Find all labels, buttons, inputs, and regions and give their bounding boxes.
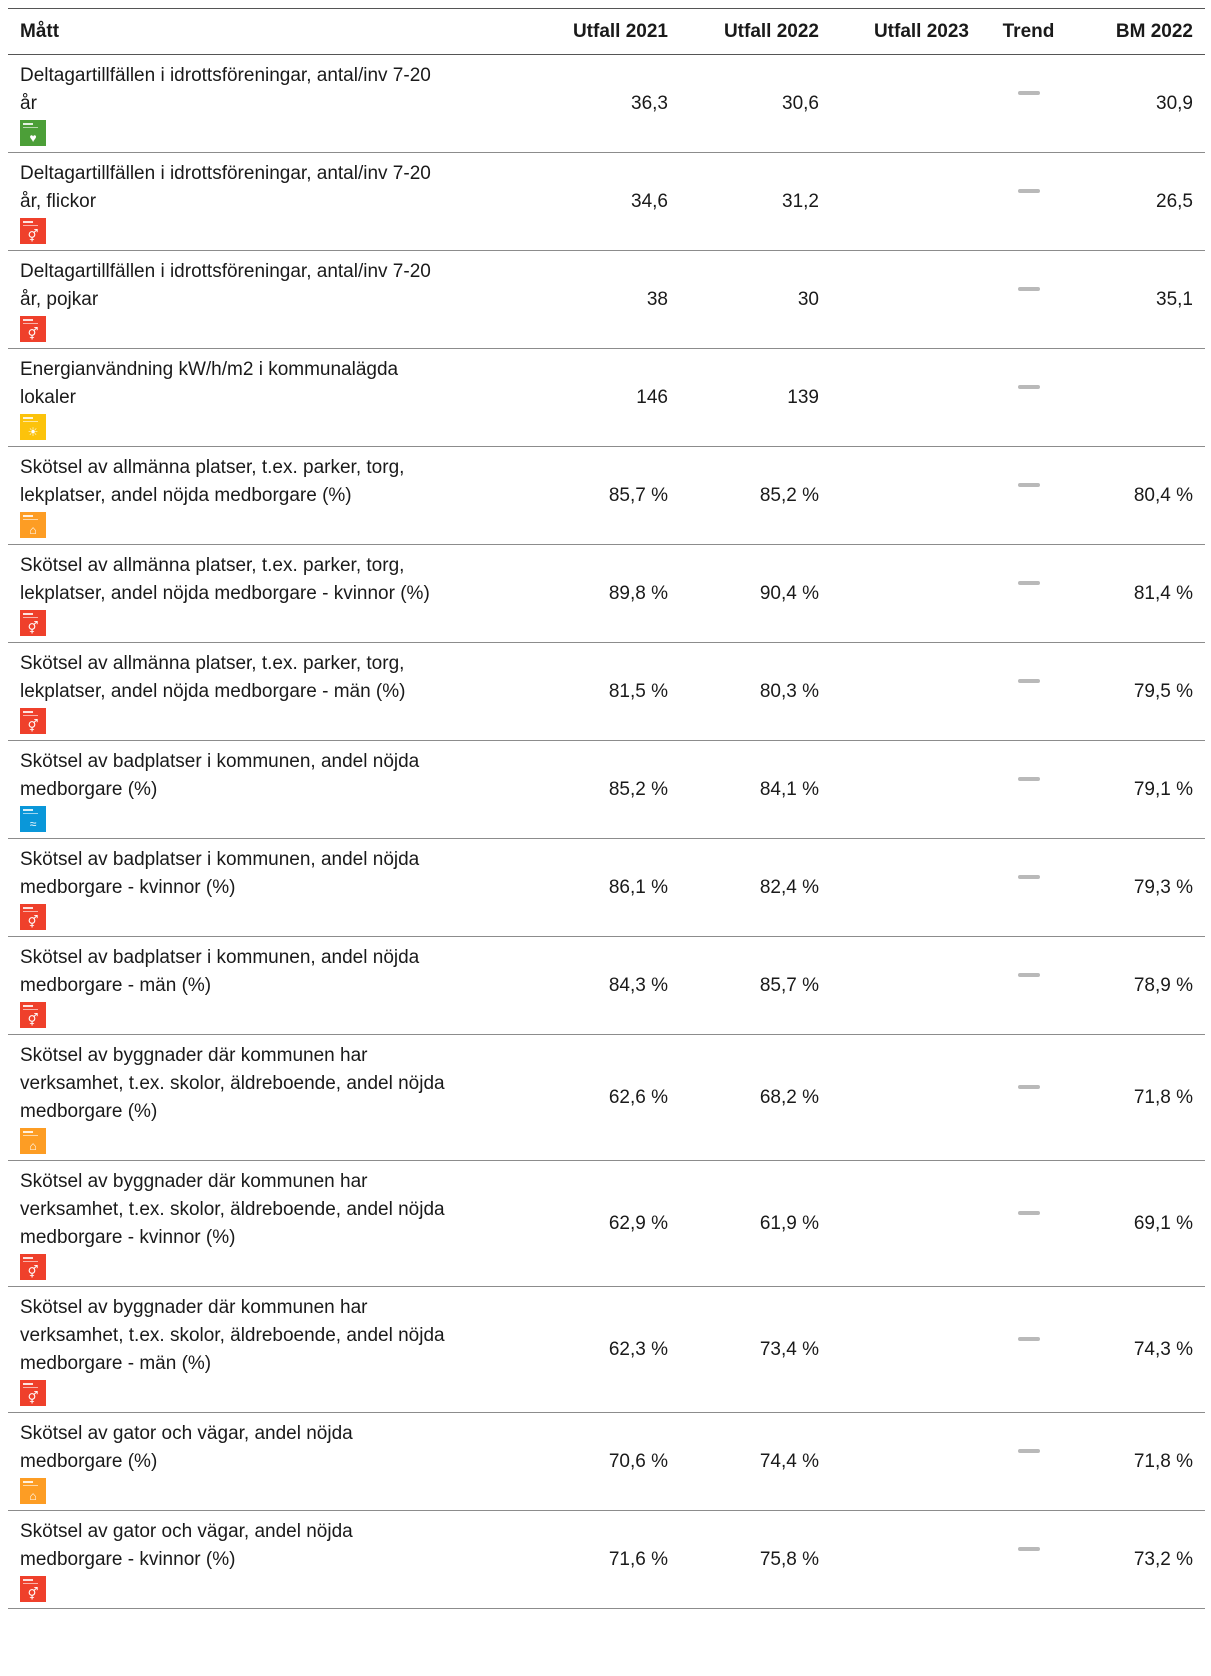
sdg-5-gender-equality-icon: ⚥ bbox=[20, 1576, 46, 1602]
utfall-2022-cell: 68,2 % bbox=[680, 1035, 831, 1161]
header-utfall-2021[interactable]: Utfall 2021 bbox=[530, 9, 680, 55]
bm-2022-cell: 69,1 % bbox=[1076, 1161, 1205, 1287]
utfall-2023-cell bbox=[831, 153, 981, 251]
utfall-2022-cell: 82,4 % bbox=[680, 839, 831, 937]
sdg-11-sustainable-cities-icon: ⌂ bbox=[20, 1478, 46, 1504]
utfall-2022-cell: 75,8 % bbox=[680, 1511, 831, 1609]
utfall-2021-cell: 62,9 % bbox=[530, 1161, 680, 1287]
bm-2022-cell: 30,9 bbox=[1076, 55, 1205, 153]
bm-2022-cell: 79,1 % bbox=[1076, 741, 1205, 839]
table-row[interactable] bbox=[8, 545, 1205, 643]
measure-name-cell bbox=[8, 643, 530, 741]
bm-2022-cell: 81,4 % bbox=[1076, 545, 1205, 643]
measure-name-cell bbox=[8, 153, 530, 251]
utfall-2022-cell: 30,6 bbox=[680, 55, 831, 153]
bm-2022-cell: 79,3 % bbox=[1076, 839, 1205, 937]
measure-name-line: medborgare - kvinnor (%) bbox=[20, 1227, 236, 1248]
trend-cell bbox=[981, 1511, 1076, 1609]
bm-2022-cell: 74,3 % bbox=[1076, 1287, 1205, 1413]
table-row[interactable] bbox=[8, 937, 1205, 1035]
table-row[interactable] bbox=[8, 839, 1205, 937]
trend-neutral-dash-icon bbox=[1018, 91, 1040, 95]
trend-neutral-dash-icon bbox=[1018, 679, 1040, 683]
table-row[interactable] bbox=[8, 643, 1205, 741]
measure-name-line: medborgare - män (%) bbox=[20, 975, 212, 996]
measure-name-cell bbox=[8, 1413, 530, 1511]
measure-name-line: Skötsel av byggnader där kommunen har bbox=[20, 1297, 368, 1318]
utfall-2022-cell: 31,2 bbox=[680, 153, 831, 251]
utfall-2022-cell: 80,3 % bbox=[680, 643, 831, 741]
trend-neutral-dash-icon bbox=[1018, 1085, 1040, 1089]
bm-2022-cell bbox=[1076, 349, 1205, 447]
trend-cell bbox=[981, 251, 1076, 349]
trend-neutral-dash-icon bbox=[1018, 385, 1040, 389]
measure-name-line: Skötsel av badplatser i kommunen, andel nöjda bbox=[20, 849, 420, 870]
utfall-2021-cell: 85,7 % bbox=[530, 447, 680, 545]
measure-name-line: medborgare - män (%) bbox=[20, 1353, 212, 1374]
trend-cell bbox=[981, 741, 1076, 839]
sdg-14-life-below-water-icon: ≈ bbox=[20, 806, 46, 832]
sdg-7-energy-icon: ☀ bbox=[20, 414, 46, 440]
utfall-2021-cell: 146 bbox=[530, 349, 680, 447]
bm-2022-cell: 79,5 % bbox=[1076, 643, 1205, 741]
utfall-2022-cell: 30 bbox=[680, 251, 831, 349]
trend-cell bbox=[981, 839, 1076, 937]
utfall-2023-cell bbox=[831, 1035, 981, 1161]
trend-neutral-dash-icon bbox=[1018, 1211, 1040, 1215]
header-utfall-2023[interactable]: Utfall 2023 bbox=[831, 9, 981, 55]
utfall-2021-cell: 89,8 % bbox=[530, 545, 680, 643]
measure-name-cell bbox=[8, 1511, 530, 1609]
trend-cell bbox=[981, 153, 1076, 251]
utfall-2023-cell bbox=[831, 937, 981, 1035]
measure-name-line: Deltagartillfällen i idrottsföreningar, antal/inv 7-20 bbox=[20, 261, 431, 282]
measure-name-cell bbox=[8, 545, 530, 643]
measure-name-line: år, flickor bbox=[20, 191, 97, 212]
bm-2022-cell: 71,8 % bbox=[1076, 1035, 1205, 1161]
measure-name-line: lekplatser, andel nöjda medborgare - kvinnor (%) bbox=[20, 583, 430, 604]
measure-name-line: medborgare - kvinnor (%) bbox=[20, 1549, 236, 1570]
utfall-2023-cell bbox=[831, 251, 981, 349]
trend-cell bbox=[981, 1035, 1076, 1161]
trend-cell bbox=[981, 447, 1076, 545]
measure-name-cell bbox=[8, 839, 530, 937]
measure-name-cell bbox=[8, 1161, 530, 1287]
utfall-2021-cell: 84,3 % bbox=[530, 937, 680, 1035]
trend-cell bbox=[981, 937, 1076, 1035]
table-header-row bbox=[8, 9, 1205, 55]
table-row[interactable] bbox=[8, 1161, 1205, 1287]
trend-neutral-dash-icon bbox=[1018, 287, 1040, 291]
measure-name-cell bbox=[8, 741, 530, 839]
utfall-2021-cell: 62,3 % bbox=[530, 1287, 680, 1413]
measure-name-line: år, pojkar bbox=[20, 289, 99, 310]
utfall-2021-cell: 34,6 bbox=[530, 153, 680, 251]
measure-name-line: Energianvändning kW/h/m2 i kommunalägda bbox=[20, 359, 399, 380]
utfall-2021-cell: 81,5 % bbox=[530, 643, 680, 741]
utfall-2022-cell: 74,4 % bbox=[680, 1413, 831, 1511]
utfall-2023-cell bbox=[831, 1511, 981, 1609]
sdg-5-gender-equality-icon: ⚥ bbox=[20, 1002, 46, 1028]
trend-neutral-dash-icon bbox=[1018, 1337, 1040, 1341]
measure-name-line: lekplatser, andel nöjda medborgare (%) bbox=[20, 485, 352, 506]
utfall-2021-cell: 38 bbox=[530, 251, 680, 349]
measure-name-line: Skötsel av byggnader där kommunen har bbox=[20, 1045, 368, 1066]
header-matt[interactable]: Mått bbox=[8, 9, 530, 55]
measure-name-line: verksamhet, t.ex. skolor, äldreboende, andel nöjda bbox=[20, 1073, 445, 1094]
table-row[interactable] bbox=[8, 153, 1205, 251]
trend-neutral-dash-icon bbox=[1018, 777, 1040, 781]
measure-name-line: verksamhet, t.ex. skolor, äldreboende, andel nöjda bbox=[20, 1199, 445, 1220]
table-row[interactable] bbox=[8, 1413, 1205, 1511]
sdg-5-gender-equality-icon: ⚥ bbox=[20, 218, 46, 244]
utfall-2021-cell: 86,1 % bbox=[530, 839, 680, 937]
utfall-2023-cell bbox=[831, 447, 981, 545]
trend-neutral-dash-icon bbox=[1018, 1547, 1040, 1551]
measure-name-line: Skötsel av gator och vägar, andel nöjda bbox=[20, 1423, 353, 1444]
sdg-5-gender-equality-icon: ⚥ bbox=[20, 904, 46, 930]
measure-name-line: Skötsel av badplatser i kommunen, andel nöjda bbox=[20, 947, 420, 968]
utfall-2023-cell bbox=[831, 545, 981, 643]
measures-table bbox=[8, 8, 1205, 1609]
measure-name-cell bbox=[8, 937, 530, 1035]
bm-2022-cell: 26,5 bbox=[1076, 153, 1205, 251]
utfall-2021-cell: 70,6 % bbox=[530, 1413, 680, 1511]
utfall-2022-cell: 85,2 % bbox=[680, 447, 831, 545]
trend-neutral-dash-icon bbox=[1018, 189, 1040, 193]
trend-neutral-dash-icon bbox=[1018, 581, 1040, 585]
measure-name-cell bbox=[8, 55, 530, 153]
sdg-5-gender-equality-icon: ⚥ bbox=[20, 316, 46, 342]
measure-name-line: Deltagartillfällen i idrottsföreningar, antal/inv 7-20 bbox=[20, 65, 431, 86]
trend-neutral-dash-icon bbox=[1018, 483, 1040, 487]
utfall-2023-cell bbox=[831, 349, 981, 447]
bm-2022-cell: 80,4 % bbox=[1076, 447, 1205, 545]
utfall-2022-cell: 139 bbox=[680, 349, 831, 447]
header-bm-2022[interactable]: BM 2022 bbox=[1076, 9, 1205, 55]
measure-name-line: Deltagartillfällen i idrottsföreningar, antal/inv 7-20 bbox=[20, 163, 431, 184]
utfall-2023-cell bbox=[831, 643, 981, 741]
utfall-2022-cell: 84,1 % bbox=[680, 741, 831, 839]
trend-cell bbox=[981, 643, 1076, 741]
utfall-2022-cell: 85,7 % bbox=[680, 937, 831, 1035]
utfall-2021-cell: 71,6 % bbox=[530, 1511, 680, 1609]
measure-name-line: Skötsel av allmänna platser, t.ex. parker, torg, bbox=[20, 555, 405, 576]
measure-name-cell bbox=[8, 349, 530, 447]
table-row[interactable] bbox=[8, 349, 1205, 447]
sdg-5-gender-equality-icon: ⚥ bbox=[20, 1380, 46, 1406]
measure-name-line: Skötsel av allmänna platser, t.ex. parker, torg, bbox=[20, 653, 405, 674]
sdg-11-sustainable-cities-icon: ⌂ bbox=[20, 512, 46, 538]
trend-cell bbox=[981, 1413, 1076, 1511]
utfall-2021-cell: 85,2 % bbox=[530, 741, 680, 839]
bm-2022-cell: 35,1 bbox=[1076, 251, 1205, 349]
measure-name-line: Skötsel av gator och vägar, andel nöjda bbox=[20, 1521, 353, 1542]
utfall-2023-cell bbox=[831, 1287, 981, 1413]
table-body bbox=[8, 55, 1205, 1609]
table-row[interactable] bbox=[8, 741, 1205, 839]
table-row[interactable] bbox=[8, 251, 1205, 349]
sdg-5-gender-equality-icon: ⚥ bbox=[20, 708, 46, 734]
utfall-2022-cell: 73,4 % bbox=[680, 1287, 831, 1413]
trend-neutral-dash-icon bbox=[1018, 1449, 1040, 1453]
utfall-2023-cell bbox=[831, 1413, 981, 1511]
measure-name-line: Skötsel av byggnader där kommunen har bbox=[20, 1171, 368, 1192]
measure-name-line: år bbox=[20, 93, 37, 114]
measure-name-line: Skötsel av badplatser i kommunen, andel nöjda bbox=[20, 751, 420, 772]
measure-name-cell bbox=[8, 1287, 530, 1413]
sdg-3-health-icon: ♥ bbox=[20, 120, 46, 146]
utfall-2023-cell bbox=[831, 839, 981, 937]
trend-neutral-dash-icon bbox=[1018, 973, 1040, 977]
measure-name-cell bbox=[8, 251, 530, 349]
measure-name-line: Skötsel av allmänna platser, t.ex. parker, torg, bbox=[20, 457, 405, 478]
measure-name-line: lokaler bbox=[20, 387, 76, 408]
trend-neutral-dash-icon bbox=[1018, 875, 1040, 879]
bm-2022-cell: 73,2 % bbox=[1076, 1511, 1205, 1609]
measure-name-cell bbox=[8, 447, 530, 545]
utfall-2022-cell: 90,4 % bbox=[680, 545, 831, 643]
utfall-2021-cell: 36,3 bbox=[530, 55, 680, 153]
table-row[interactable] bbox=[8, 55, 1205, 153]
utfall-2021-cell: 62,6 % bbox=[530, 1035, 680, 1161]
sdg-5-gender-equality-icon: ⚥ bbox=[20, 1254, 46, 1280]
measure-name-line: medborgare (%) bbox=[20, 779, 158, 800]
measure-name-line: medborgare - kvinnor (%) bbox=[20, 877, 236, 898]
sdg-11-sustainable-cities-icon: ⌂ bbox=[20, 1128, 46, 1154]
table-row[interactable] bbox=[8, 1287, 1205, 1413]
trend-cell bbox=[981, 55, 1076, 153]
header-trend[interactable]: Trend bbox=[981, 9, 1076, 55]
utfall-2023-cell bbox=[831, 741, 981, 839]
bm-2022-cell: 71,8 % bbox=[1076, 1413, 1205, 1511]
header-utfall-2022[interactable]: Utfall 2022 bbox=[680, 9, 831, 55]
measure-name-line: lekplatser, andel nöjda medborgare - män (%) bbox=[20, 681, 406, 702]
measure-name-line: medborgare (%) bbox=[20, 1101, 158, 1122]
table-row[interactable] bbox=[8, 1511, 1205, 1609]
measure-name-cell bbox=[8, 1035, 530, 1161]
trend-cell bbox=[981, 1287, 1076, 1413]
sdg-5-gender-equality-icon: ⚥ bbox=[20, 610, 46, 636]
utfall-2023-cell bbox=[831, 1161, 981, 1287]
measures-table-container bbox=[8, 8, 1205, 1609]
trend-cell bbox=[981, 349, 1076, 447]
table-row[interactable] bbox=[8, 1035, 1205, 1161]
measure-name-line: medborgare (%) bbox=[20, 1451, 158, 1472]
table-row[interactable] bbox=[8, 447, 1205, 545]
bm-2022-cell: 78,9 % bbox=[1076, 937, 1205, 1035]
trend-cell bbox=[981, 1161, 1076, 1287]
utfall-2022-cell: 61,9 % bbox=[680, 1161, 831, 1287]
utfall-2023-cell bbox=[831, 55, 981, 153]
trend-cell bbox=[981, 545, 1076, 643]
measure-name-line: verksamhet, t.ex. skolor, äldreboende, andel nöjda bbox=[20, 1325, 445, 1346]
